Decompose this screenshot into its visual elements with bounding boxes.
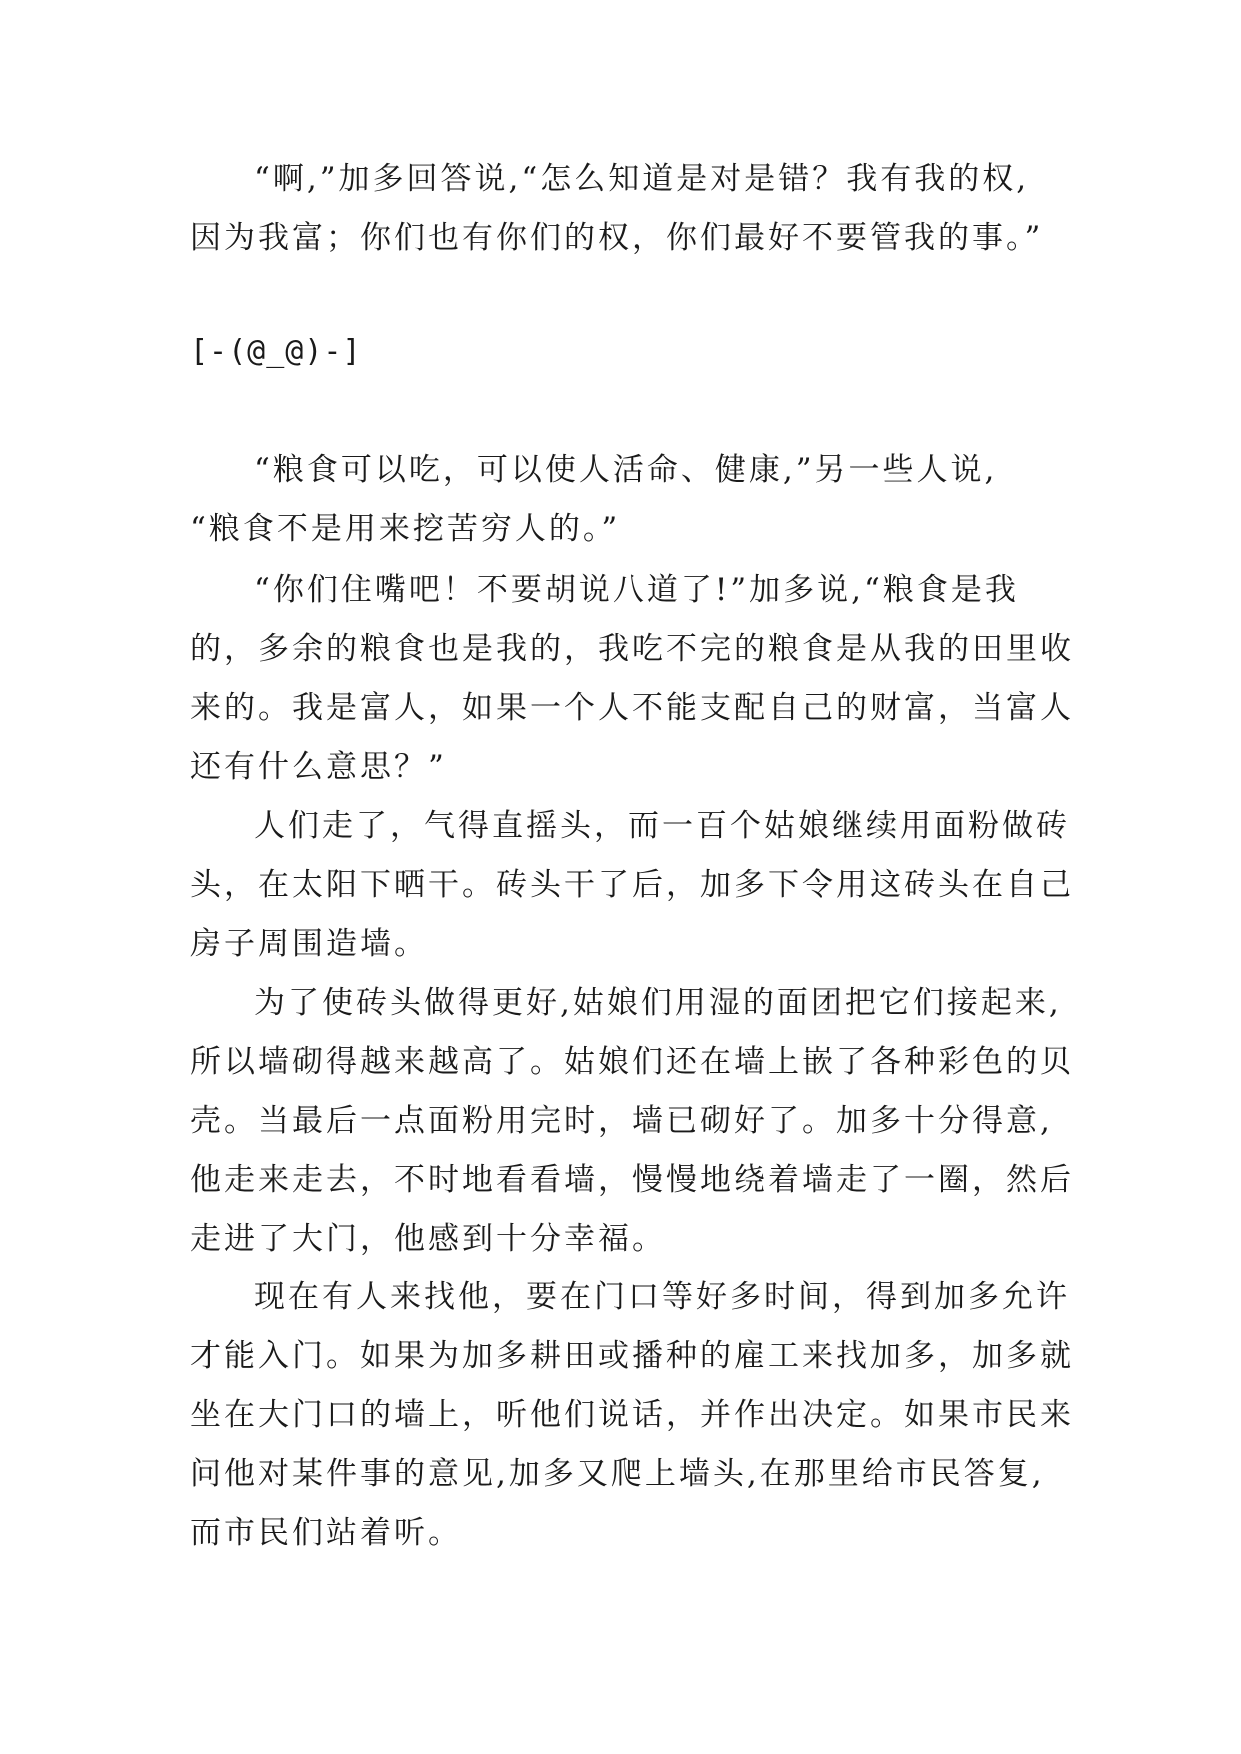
paragraph-1 (190, 150, 1070, 268)
text-line: 头，在太阳下晒干。砖头干了后，加多下令用这砖头在自己 (190, 867, 1074, 903)
text-line: 来的。我是富人，如果一个人不能支配自己的财富，当富人 (190, 690, 1074, 726)
text-line: 房子周围造墙。 (190, 926, 428, 962)
text-line: 还有什么意思？” (190, 749, 447, 785)
text-line: “你们住嘴吧！不要胡说八道了!”加多说,“粮食是我 (254, 572, 1019, 608)
text-line: 所以墙砌得越来越高了。姑娘们还在墙上嵌了各种彩色的贝 (190, 1044, 1074, 1080)
paragraph-5 (190, 974, 1074, 1269)
paragraph-3 (190, 561, 1074, 797)
text-line: 才能入门。如果为加多耕田或播种的雇工来找加多，加多就 (190, 1338, 1074, 1374)
text-line: 问他对某件事的意见,加多又爬上墙头,在那里给市民答复, (190, 1456, 1045, 1492)
text-line: 而市民们站着听。 (190, 1515, 462, 1551)
text-line: 的，多余的粮食也是我的，我吃不完的粮食是从我的田里收 (190, 631, 1074, 667)
text-line: 走进了大门，他感到十分幸福。 (190, 1221, 666, 1257)
text-line: “粮食可以吃，可以使人活命、健康,”另一些人说, (254, 452, 998, 488)
text-line: 他走来走去，不时地看看墙，慢慢地绕着墙走了一圈，然后 (190, 1162, 1074, 1198)
text-line: 壳。当最后一点面粉用完时，墙已砌好了。加多十分得意, (190, 1103, 1053, 1139)
text-line: 为了使砖头做得更好,姑娘们用湿的面团把它们接起来, (254, 985, 1062, 1021)
text-line: 因为我富；你们也有你们的权，你们最好不要管我的事。” (190, 220, 1044, 256)
paragraph-2 (190, 441, 1070, 559)
paragraph-6 (190, 1268, 1074, 1563)
text-line: “粮食不是用来挖苦穷人的。” (190, 511, 621, 547)
text-line: 现在有人来找他，要在门口等好多时间，得到加多允许 (254, 1279, 1070, 1315)
paragraph-4 (190, 797, 1074, 974)
text-line: “啊,”加多回答说,“怎么知道是对是错？我有我的权, (254, 161, 1030, 197)
separator-emoticon: [-(@_@)-] (190, 334, 362, 369)
text-line: 坐在大门口的墙上，听他们说话，并作出决定。如果市民来 (190, 1397, 1074, 1433)
text-line: 人们走了，气得直摇头，而一百个姑娘继续用面粉做砖 (254, 808, 1070, 844)
